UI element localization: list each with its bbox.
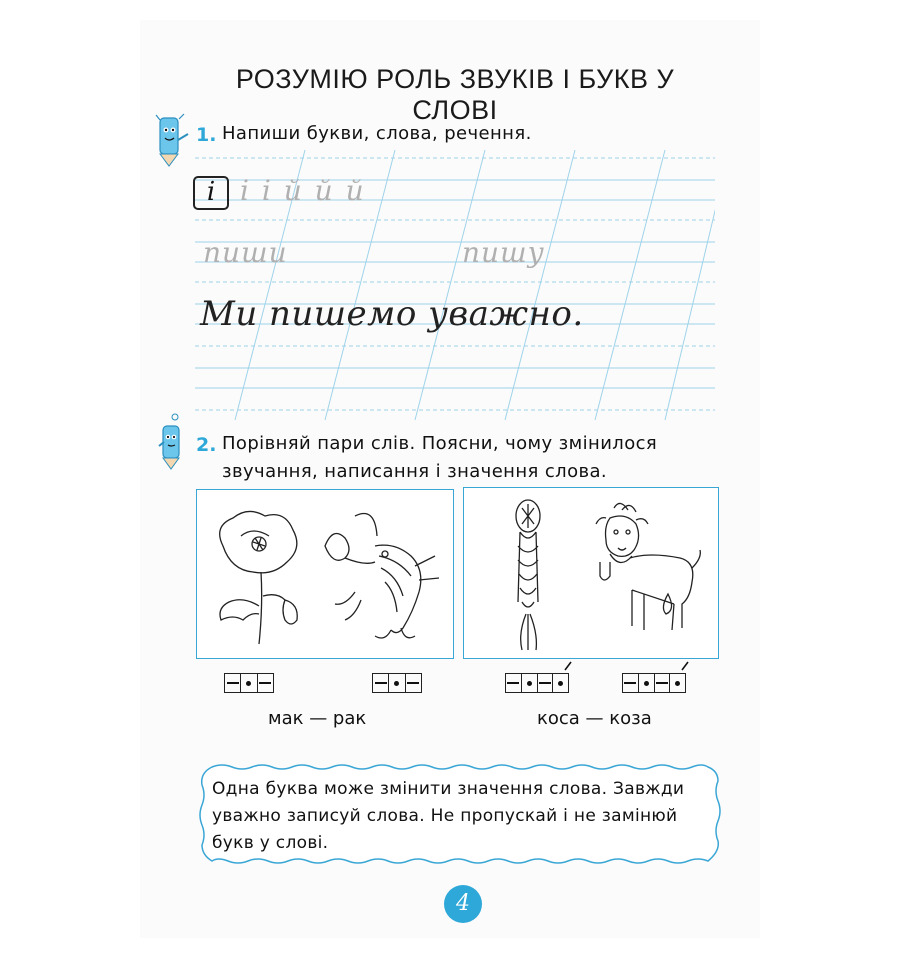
sample-letter-box: і	[193, 176, 229, 210]
sample-sentence: Ми пишемо уважно.	[200, 294, 584, 334]
task-1-number: 1.	[196, 124, 217, 146]
stress-mark-icon	[563, 661, 573, 671]
rule-note-text	[212, 776, 712, 857]
rule-note-line-3: букв у слові.	[212, 833, 329, 853]
stress-mark-icon	[680, 661, 690, 671]
picture-box-mak-rak	[196, 489, 454, 659]
rule-note-line-2: уважно записуй слова. Не пропускай і не замінюй	[212, 806, 678, 826]
crayfish-icon	[315, 496, 445, 646]
task-2-instruction-line-1: Порівняй пари слів. Поясни, чому змінилося	[222, 433, 658, 454]
page-title: РОЗУМІЮ РОЛЬ ЗВУКІВ І БУКВ У СЛОВІ	[235, 64, 675, 125]
task-2-instruction-line-2: звучання, написання і значення слова.	[222, 461, 608, 482]
poppy-icon	[203, 496, 313, 656]
word-pair-kosa-koza: коса — коза	[537, 708, 652, 729]
word-pyshu: пишу	[462, 236, 545, 269]
rule-note-line-1: Одна буква може змінити значення слова. Завжди	[212, 779, 685, 799]
task-1-instruction: Напиши букви, слова, речення.	[222, 123, 532, 144]
sound-scheme-rak	[372, 673, 422, 693]
word-pyshy: пиши	[203, 236, 288, 269]
word-pair-mak-rak: мак — рак	[268, 708, 367, 729]
picture-box-kosa-koza	[463, 487, 719, 659]
task-2-number: 2.	[196, 434, 217, 456]
letters-row: і і й й й	[240, 174, 366, 207]
page-number: 4	[444, 885, 482, 923]
sound-scheme-koza	[622, 673, 686, 693]
goat-icon	[570, 498, 710, 648]
sound-scheme-mak	[224, 673, 274, 693]
sound-scheme-kosa	[505, 673, 569, 693]
pencil-thinking-icon	[155, 412, 195, 472]
braid-icon	[498, 494, 558, 654]
pencil-mascot-icon	[150, 110, 194, 170]
